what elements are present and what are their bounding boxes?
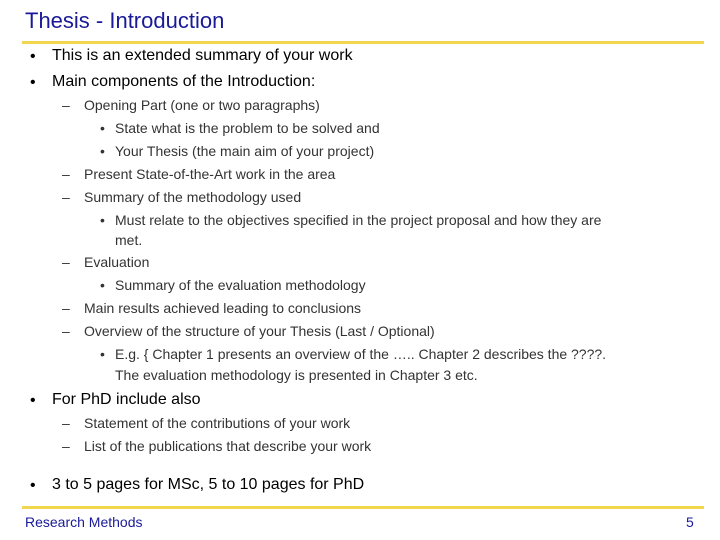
dash-icon: –: [62, 254, 70, 270]
sub-opening-problem: State what is the problem to be solved and: [115, 120, 380, 136]
footer-course: Research Methods: [25, 514, 143, 530]
sub-methodology-objectives: Must relate to the objectives specified in the project proposal and how they are: [115, 212, 602, 228]
bullet-icon: •: [30, 74, 36, 91]
bullet-pages: 3 to 5 pages for MSc, 5 to 10 pages for PhD: [52, 476, 365, 493]
sub-main-results: Main results achieved leading to conclusions: [84, 300, 362, 316]
dash-icon: –: [62, 97, 70, 113]
sub-overview-example: E.g. { Chapter 1 presents an overview of the ….. Chapter 2 describes the ????.: [115, 346, 607, 362]
sub-phd-contributions: Statement of the contributions of your work: [84, 415, 351, 431]
sub-state-of-art: Present State-of-the-Art work in the area: [84, 166, 336, 182]
bullet-icon: •: [100, 143, 105, 159]
dash-icon: –: [62, 415, 70, 431]
sub-methodology-objectives-cont: met.: [115, 232, 143, 248]
bullet-icon: •: [30, 477, 36, 494]
sub-evaluation: Evaluation: [84, 254, 150, 270]
dash-icon: –: [62, 189, 70, 205]
bullet-icon: •: [100, 346, 105, 362]
dash-icon: –: [62, 166, 70, 182]
dash-icon: –: [62, 323, 70, 339]
sub-overview-example-cont: The evaluation methodology is presented in Chapter 3 etc.: [115, 367, 478, 383]
sub-phd-publications: List of the publications that describe your work: [84, 438, 372, 454]
bullet-phd: For PhD include also: [52, 391, 201, 408]
bullet-icon: •: [100, 212, 105, 228]
slide-title: Thesis - Introduction: [25, 8, 225, 33]
bullet-icon: •: [100, 120, 105, 136]
sub-evaluation-summary: Summary of the evaluation methodology: [115, 277, 366, 293]
bullet-main-components: Main components of the Introduction:: [52, 73, 316, 90]
bullet-icon: •: [100, 277, 105, 293]
page-number: 5: [686, 514, 694, 530]
sub-opening-aim: Your Thesis (the main aim of your project): [115, 143, 375, 159]
bullet-icon: •: [30, 48, 36, 65]
sub-overview: Overview of the structure of your Thesis (Last / Optional): [84, 323, 435, 339]
sub-opening: Opening Part (one or two paragraphs): [84, 97, 320, 113]
bullet-summary: This is an extended summary of your work: [52, 47, 353, 64]
footer-divider: [22, 506, 704, 509]
dash-icon: –: [62, 438, 70, 454]
bullet-icon: •: [30, 392, 36, 409]
sub-methodology: Summary of the methodology used: [84, 189, 302, 205]
title-divider: [22, 41, 704, 44]
dash-icon: –: [62, 300, 70, 316]
